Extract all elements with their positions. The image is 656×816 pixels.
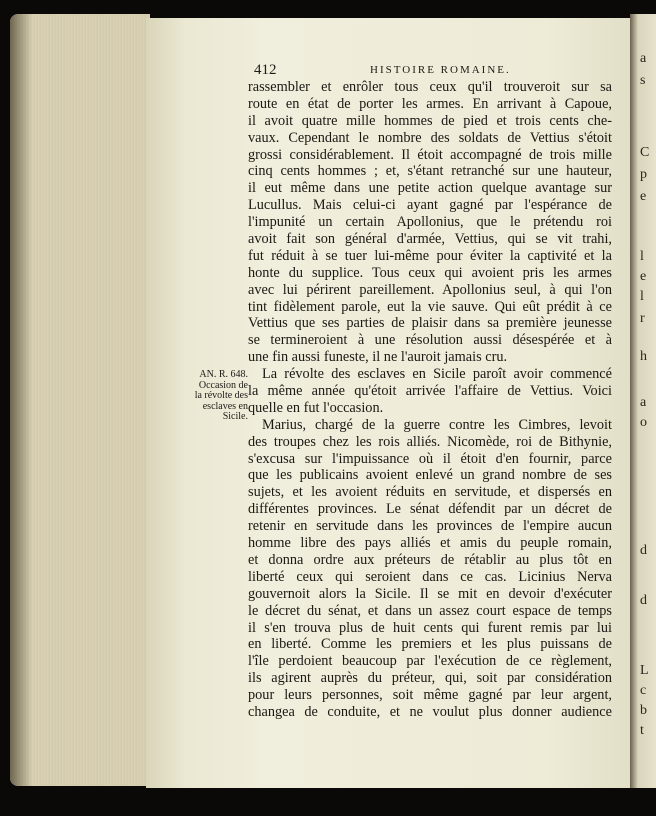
text-line: différentes provinces. Le sénat défendit par un décret de <box>248 501 612 518</box>
page-header <box>254 62 612 80</box>
body-text <box>248 79 612 721</box>
next-page-edge <box>630 14 656 788</box>
text-line: pour leurs personnes, soit même gagné par leur argent, <box>248 687 612 704</box>
text-line: ils agirent auprès du préteur, qui, soit par considération <box>248 670 612 687</box>
next-page-fragment: C <box>640 145 650 160</box>
text-line: Lucullus. Mais celui-ci ayant gagné par l'espérance de <box>248 197 612 214</box>
text-line: la même année qu'étoit arrivée l'affaire de Vettius. Voici <box>248 383 612 400</box>
next-page-fragment: L <box>640 663 649 678</box>
text-line: l'île perdoient beaucoup par l'exécution de ce règlement, <box>248 653 612 670</box>
text-line: fut réduit à se tuer lui-même pour éviter la captivité et la <box>248 247 612 264</box>
book-edge-shadow <box>10 14 32 786</box>
paragraph-start-line: Marius, chargé de la guerre contre les Cimbres, levoit <box>262 416 612 433</box>
next-page-fragment: r <box>640 311 645 326</box>
text-line: avoit fait son général d'armée, Vettius, qui se vit trahi, <box>248 231 612 248</box>
text-line: vaux. Cependant le nombre des soldats de Vettius s'étoit <box>248 129 612 146</box>
text-line: homme libre des pays alliés et amis du peuple romain, <box>248 535 612 552</box>
margin-note-line: Occasion de <box>198 379 248 391</box>
text-line: changea de conduite, et ne voulut plus donner audience <box>248 703 612 720</box>
next-page-fragment: t <box>640 723 644 738</box>
text-line: liberté ceux qui seroient dans ce cas. Licinius Nerva <box>248 568 612 585</box>
next-page-fragment: h <box>640 349 647 364</box>
next-page-fragment: c <box>640 683 647 698</box>
text-line: avec lui périrent pareillement. Apollonius seul, à qui l'on <box>248 281 612 298</box>
text-line: il s'en trouva plus de huit cents qui furent remis par lui <box>248 619 612 636</box>
text-line: des troupes chez les rois alliés. Nicomède, roi de Bithynie, <box>248 433 612 450</box>
text-line: honte du supplice. Tous ceux qui avoient pris les armes <box>248 264 612 281</box>
next-page-fragment: s <box>640 73 646 88</box>
text-line: le décret du sénat, et dans un assez court espace de temps <box>248 602 612 619</box>
text-line: grossi considérablement. Il étoit accompagné de trois mille <box>248 146 612 163</box>
text-line: gouvernoit alors la Sicile. Il se mit en devoir d'exécuter <box>248 585 612 602</box>
page-number: 412 <box>254 62 277 78</box>
text-line: rassembler et enrôler tous ceux qu'il trouveroit sur sa <box>248 79 612 95</box>
next-page-fragment: d <box>640 593 647 608</box>
next-page-fragment: o <box>640 415 647 430</box>
next-page-fragment: l <box>640 249 644 264</box>
next-page-fragment: p <box>640 167 647 182</box>
text-line: il eut même dans une petite action quelque avantage sur <box>248 180 612 197</box>
next-page-fragment: a <box>640 395 647 410</box>
paragraph-start-line: La révolte des esclaves en Sicile paroît avoir commencé <box>262 366 612 383</box>
text-line: et donna ordre aux préteurs de rétablir au plus tôt en <box>248 551 612 568</box>
text-line: tint fidèlement parole, eut la vie sauve. Qui eût prédit à ce <box>248 298 612 315</box>
next-page-fragment: d <box>640 543 647 558</box>
running-title: HISTOIRE ROMAINE. <box>370 64 511 76</box>
text-line: en liberté. Comme les premiers et les plus puissans de <box>248 636 612 653</box>
next-page-fragment: l <box>640 289 644 304</box>
text-line: il avoit quatre mille hommes de pied et trois cents che- <box>248 112 612 129</box>
margin-note-line: AN. R. 648. <box>199 369 248 380</box>
text-line: que les publicains avoient enlevé un grand nombre de ses <box>248 467 612 484</box>
text-line: se termineroient à une résolution aussi désespérée et à <box>248 332 612 349</box>
margin-note-line: la révolte des <box>194 390 248 401</box>
text-line: cinq cents hommes ; et, s'étant retranché sur une hauteur, <box>248 163 612 180</box>
margin-note-line: Sicile. <box>222 411 248 422</box>
next-page-fragment: e <box>640 189 647 204</box>
text-line: l'impunité un certain Apollonius, que le prétendu roi <box>248 214 612 231</box>
text-line: une fin aussi funeste, il ne l'auroit jamais cru. <box>248 349 508 366</box>
text-line: retenir en servitude dans les provinces de l'empire aucun <box>248 518 612 535</box>
text-line: route en état de porter les armes. En arrivant à Capoue, <box>248 95 612 112</box>
text-line: quelle en fut l'occasion. <box>248 399 384 416</box>
text-line: sujets, et les avoient réduits en servitude, et dispersés en <box>248 484 612 501</box>
next-page-fragment: a <box>640 51 647 66</box>
next-page-fragment: b <box>640 703 647 718</box>
margin-note <box>186 370 248 423</box>
next-page-fragment: e <box>640 269 647 284</box>
text-line: Vettius que ses parties de plaisir dans sa première jeunesse <box>248 315 612 332</box>
margin-note-line: esclaves en <box>202 400 248 412</box>
text-line: s'excusa sur l'impuissance où il étoit d'en fournir, parce <box>248 450 612 467</box>
